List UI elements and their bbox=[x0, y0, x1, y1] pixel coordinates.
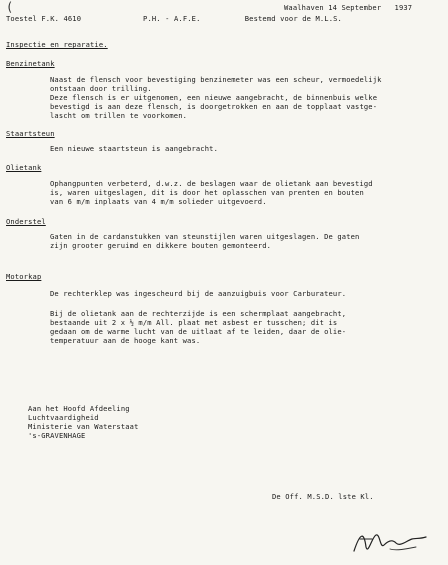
section-line: lascht om trillen te voorkomen. bbox=[50, 111, 188, 120]
section-line: bevestigd is aan deze flensch, is doorgetrokken en aan de topplaat vastge- bbox=[50, 102, 378, 111]
date-line: Waalhaven 14 September 1937 bbox=[284, 3, 413, 12]
section-heading-olietank: Olietank bbox=[6, 163, 42, 172]
address-line: 's-GRAVENHAGE bbox=[28, 431, 86, 440]
section-line: bestaande uit 2 x ½ m/m All. plaat met asbest er tusschen; dit is bbox=[50, 318, 338, 327]
corner-mark: ( bbox=[6, 0, 14, 14]
section-line: ontstaan door trilling. bbox=[50, 84, 152, 93]
address-line: Luchtvaardigheid bbox=[28, 413, 99, 422]
section-line: Bij de olietank aan de rechterzijde is een schermplaat aangebracht, bbox=[50, 309, 347, 318]
reference-line: Toestel F.K. 4610 P.H. - A.F.E. Bestemd voor de M.L.S. bbox=[6, 14, 342, 23]
section-line: gedaan om de warme lucht van de uitlaat af te leiden, daar de olie- bbox=[50, 327, 347, 336]
section-line: Naast de flensch voor bevestiging benzinemeter was een scheur, vermoedelijk bbox=[50, 75, 382, 84]
section-line: is, waren uitgeslagen, dit is door het oplasschen van prenten en bouten bbox=[50, 188, 364, 197]
section-line: zijn grooter geruimd en dikkere bouten gemonteerd. bbox=[50, 241, 272, 250]
section-line: De rechterklep was ingescheurd bij de aanzuigbuis voor Carburateur. bbox=[50, 289, 347, 298]
section-line: Ophangpunten verbeterd, d.w.z. de beslagen waar de olietank aan bevestigd bbox=[50, 179, 373, 188]
section-heading-motorkap: Motorkap bbox=[6, 272, 42, 281]
address-line: Ministerie van Waterstaat bbox=[28, 422, 139, 431]
section-line: van 6 m/m inplaats van 4 m/m solieder uitgevoerd. bbox=[50, 197, 267, 206]
section-line: Gaten in de cardanstukken van steunstijlen waren uitgeslagen. De gaten bbox=[50, 232, 360, 241]
section-line: temperatuur aan de hooge kant was. bbox=[50, 336, 201, 345]
section-line: Een nieuwe staartsteun is aangebracht. bbox=[50, 144, 218, 153]
section-line: Deze flensch is er uitgenomen, een nieuwe aangebracht, de binnenbuis welke bbox=[50, 93, 378, 102]
address-line: Aan het Hoofd Afdeeling bbox=[28, 404, 130, 413]
section-heading-onderstel: Onderstel bbox=[6, 217, 46, 226]
document-title: Inspectie en reparatie. bbox=[6, 40, 108, 49]
closing-line: De Off. M.S.D. lste Kl. bbox=[272, 492, 374, 501]
handwritten-signature bbox=[350, 525, 430, 559]
section-heading-staartsteun: Staartsteun bbox=[6, 129, 55, 138]
section-heading-benzinetank: Benzinetank bbox=[6, 59, 55, 68]
